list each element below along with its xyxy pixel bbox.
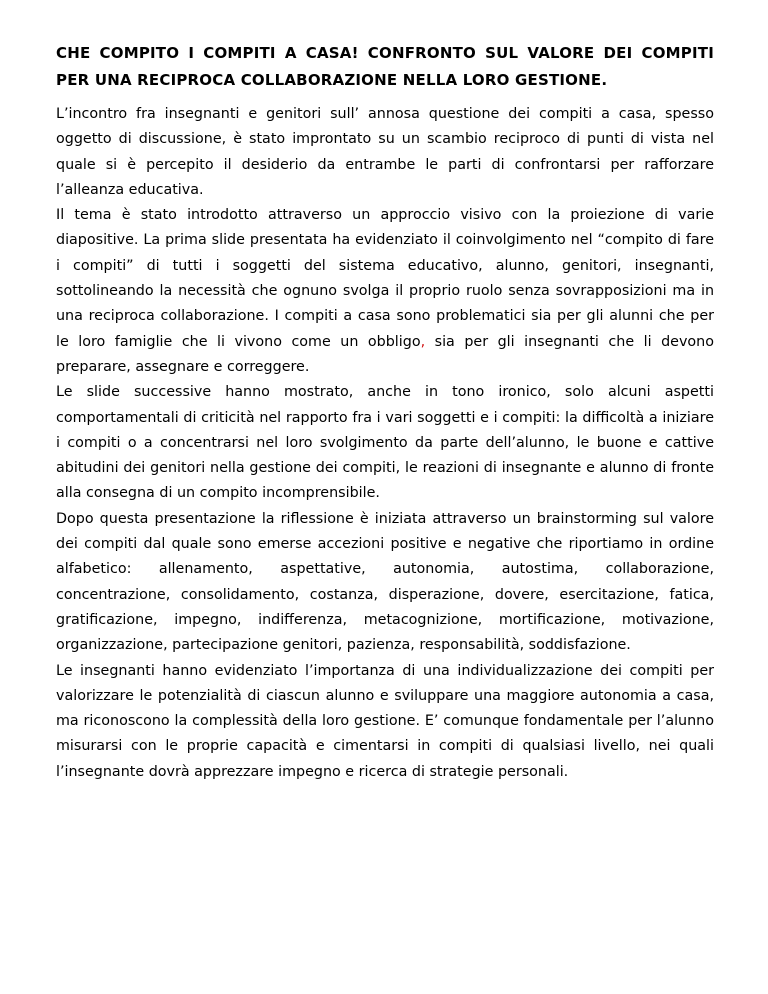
paragraph-slides: Le slide successive hanno mostrato, anche in tono ironico, solo alcuni aspetti comportamentali di criticità nel rapporto fra i vari soggetti e i compiti: la difficoltà a iniziare i compiti o a concentrarsi nel loro svolgimento da parte dell’alunno, le buone e cattive abitudini dei genitori nella gestione dei compiti, le reazioni di insegnante e alunno di fronte alla consegna di un compito incomprensibile. (56, 384, 714, 502)
red-comma-mark: , (420, 333, 426, 350)
document-title: CHE COMPITO I COMPITI A CASA! CONFRONTO SUL VALORE DEI COMPITI PER UNA RECIPROCA COLLABORAZIONE NELLA LORO GESTIONE. (56, 44, 714, 89)
paragraph-intro: L’incontro fra insegnanti e genitori sull’ annosa questione dei compiti a casa, spesso oggetto di discussione, è stato improntato su un scambio reciproco di punti di vista nel quale si è percepito il desiderio da entrambe le parti di confrontarsi per rafforzare l’alleanza educativa. (56, 106, 714, 198)
paragraph-theme-text: Il tema è stato introdotto attraverso un approccio visivo con la proiezione di varie diapositive. La prima slide presentata ha evidenziato il coinvolgimento nel “compito di fare i compiti” di tutti i soggetti del sistema educativo, alunno, genitori, insegnanti, sottolineando la necessità che ognuno svolga il proprio ruolo senza sovrapposizioni ma in una reciproca collaborazione. I compiti a casa sono problematici sia per gli alunni che per le loro famiglie che li vivono come un obbligo (56, 207, 714, 350)
paragraph-teachers: Le insegnanti hanno evidenziato l’importanza di una individualizzazione dei compiti per valorizzare le potenzialità di ciascun alunno e sviluppare una maggiore autonomia a casa, ma riconoscono la complessità della loro gestione. E’ comunque fondamentale per l’alunno misurarsi con le proprie capacità e cimentarsi in compiti di qualsiasi livello, nei quali l’insegnante dovrà apprezzare impegno e ricerca di strategie personali. (56, 662, 714, 780)
paragraph-theme (56, 203, 714, 380)
paragraph-theme-rest: sia per gli insegnanti che li devono preparare, assegnare e correggere. (56, 333, 714, 375)
paragraph-brainstorming: Dopo questa presentazione la riflessione è iniziata attraverso un brainstorming sul valore dei compiti dal quale sono emerse accezioni positive e negative che riportiamo in ordine alfabetico: allenamento, aspettative, autonomia, autostima, collaborazione, concentrazione, consolidamento, costanza, disperazione, dovere, esercitazione, fatica, gratificazione, impegno, indifferenza, metacognizione, mortificazione, motivazione, organizzazione, partecipazione genitori, pazienza, responsabilità, soddisfazione. (56, 510, 714, 654)
document-page (56, 40, 714, 785)
